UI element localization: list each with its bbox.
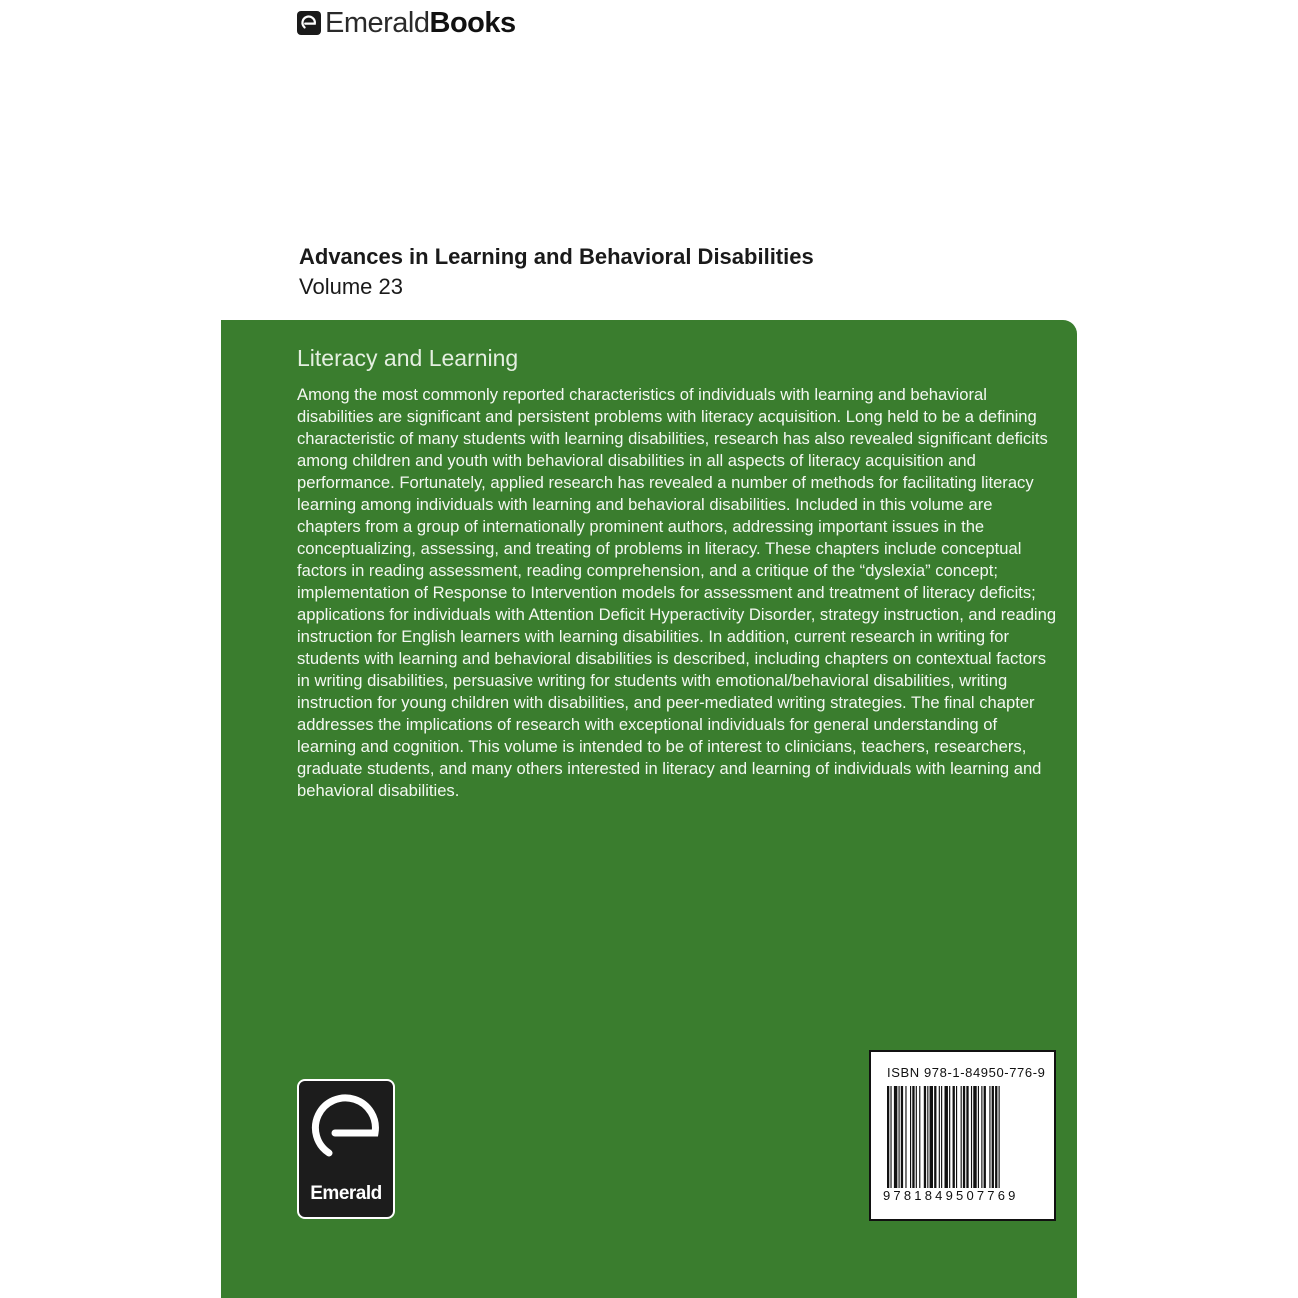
isbn-label: ISBN 978-1-84950-776-9 bbox=[887, 1065, 1046, 1080]
brand-bold: Books bbox=[429, 7, 516, 39]
isbn-barcode-box bbox=[869, 1050, 1056, 1221]
book-description: Among the most commonly reported characteristics of individuals with learning and behavioral disabilities are significant and persistent problems with literacy acquisition. Long held to be a defining characteristic of many students with learning disabilities, research has also revealed significant deficits among children and youth with behavioral disabilities in all aspects of literacy acquisition and performance. Fortunately, applied research has revealed a number of methods for facilitating literacy learning among individuals with learning and behavioral disabilities. Included in this volume are chapters from a group of internationally prominent authors, addressing important issues in the conceptualizing, assessing, and treating of problems in literacy. These chapters include conceptual factors in reading assessment, reading comprehension, and a critique of the “dyslexia” concept; implementation of Response to Intervention models for assessment and treatment of literacy deficits; applications for individuals with Attention Deficit Hyperactivity Disorder, strategy instruction, and reading instruction for English learners with learning disabilities. In addition, current research in writing for students with learning and behavioral disabilities is described, including chapters on contextual factors in writing disabilities, persuasive writing for students with emotional/behavioral disabilities, writing instruction for young children with disabilities, and peer-mediated writing strategies. The final chapter addresses the implications of research with exceptional individuals for general understanding of learning and cognition. This volume is intended to be of interest to clinicians, teachers, researchers, graduate students, and many others interested in literacy and learning of individuals with learning and behavioral disabilities. bbox=[297, 385, 1057, 800]
volume-number: Volume 23 bbox=[299, 274, 403, 299]
isbn-digits: 9781849507769 bbox=[883, 1188, 1019, 1203]
back-cover-panel bbox=[221, 320, 1077, 1298]
emerald-e-icon bbox=[297, 11, 321, 35]
publisher-logo bbox=[297, 1079, 395, 1219]
brand-light: Emerald bbox=[325, 7, 430, 39]
book-title: Literacy and Learning bbox=[297, 345, 519, 371]
series-title: Advances in Learning and Behavioral Disabilities bbox=[299, 244, 814, 269]
emerald-e-icon bbox=[309, 1091, 385, 1175]
publisher-logo-text: Emerald bbox=[310, 1183, 382, 1204]
emerald-books-logo bbox=[297, 6, 516, 40]
barcode-icon bbox=[887, 1086, 1039, 1196]
brand-name bbox=[325, 6, 516, 40]
